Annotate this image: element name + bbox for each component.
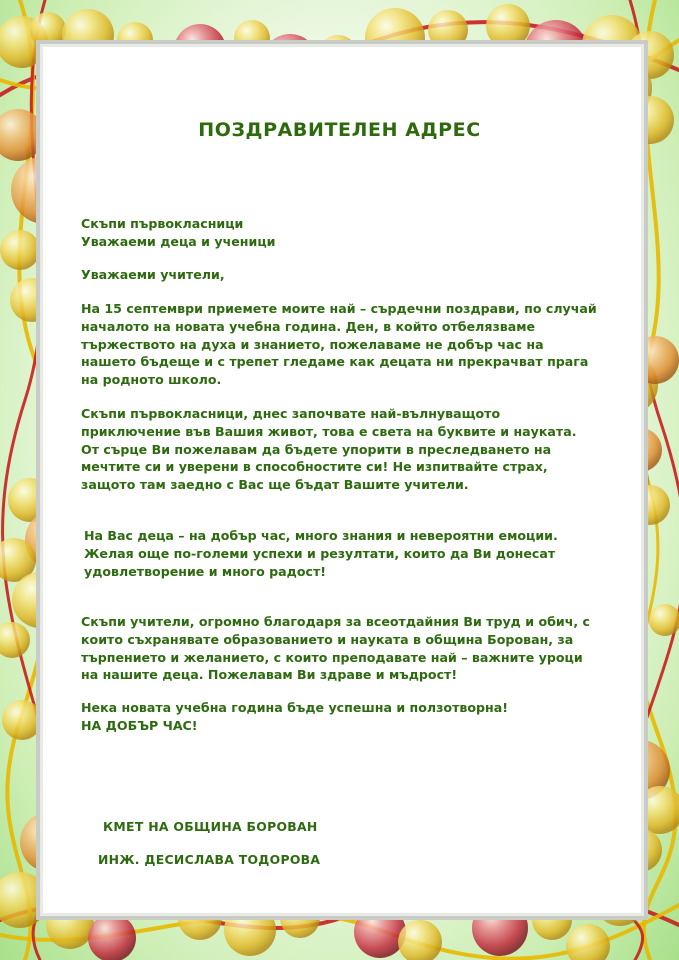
closing-line: НА ДОБЪР ЧАС! (81, 718, 198, 733)
signature-title: КМЕТ НА ОБЩИНА БОРОВАН (103, 819, 318, 834)
paragraph-new-school-year: На 15 септември приемете моите най – сърдечни поздрави, по случай началото на новата учебна година. Ден, в който отбелязваме тържеството на духа и знанието, пожелаваме не добър час на нашето бъдеще и с трепет гледаме как децата ни прекрачват прага на родното школо. (81, 301, 597, 388)
paragraph-teachers-thanks: Скъпи учители, огромно благодаря за всеотдайния Ви труд и обич, с които съхранявате образованието и науката в община Борован, за търпението и желанието, с които преподавате най – важните уроци на нашите деца. Пожелавам Ви здраве и мъдрост! (81, 614, 590, 683)
page-title: ПОЗДРАВИТЕЛЕН АДРЕС (198, 119, 481, 141)
salutation-children: Уважаеми деца и ученици (81, 234, 276, 249)
paragraph-first-graders: Скъпи първокласници, днес започвате най-вълнуващото приключение във Вашия живот, това е света на буквите и науката. От сърце Ви пожелавам да бъдете упорити в преследването на мечтите си и уверени в способностите си! Не изпитвайте страх, защото там заедно с Вас ще бъдат Вашите учители. (81, 406, 577, 493)
salutation-first-graders: Скъпи първокласници (81, 216, 244, 231)
paragraph-successful-year: Нека новата учебна година бъде успешна и ползотворна! (81, 700, 508, 715)
signature-name: ИНЖ. ДЕСИСЛАВА ТОДОРОВА (98, 852, 321, 867)
salutation-teachers: Уважаеми учители, (81, 267, 225, 282)
paragraph-children-wishes: На Вас деца – на добър час, много знания и невероятни емоции. Желая още по-големи успехи и резултати, които да Ви донесат удовлетворение и много радост! (84, 528, 558, 579)
